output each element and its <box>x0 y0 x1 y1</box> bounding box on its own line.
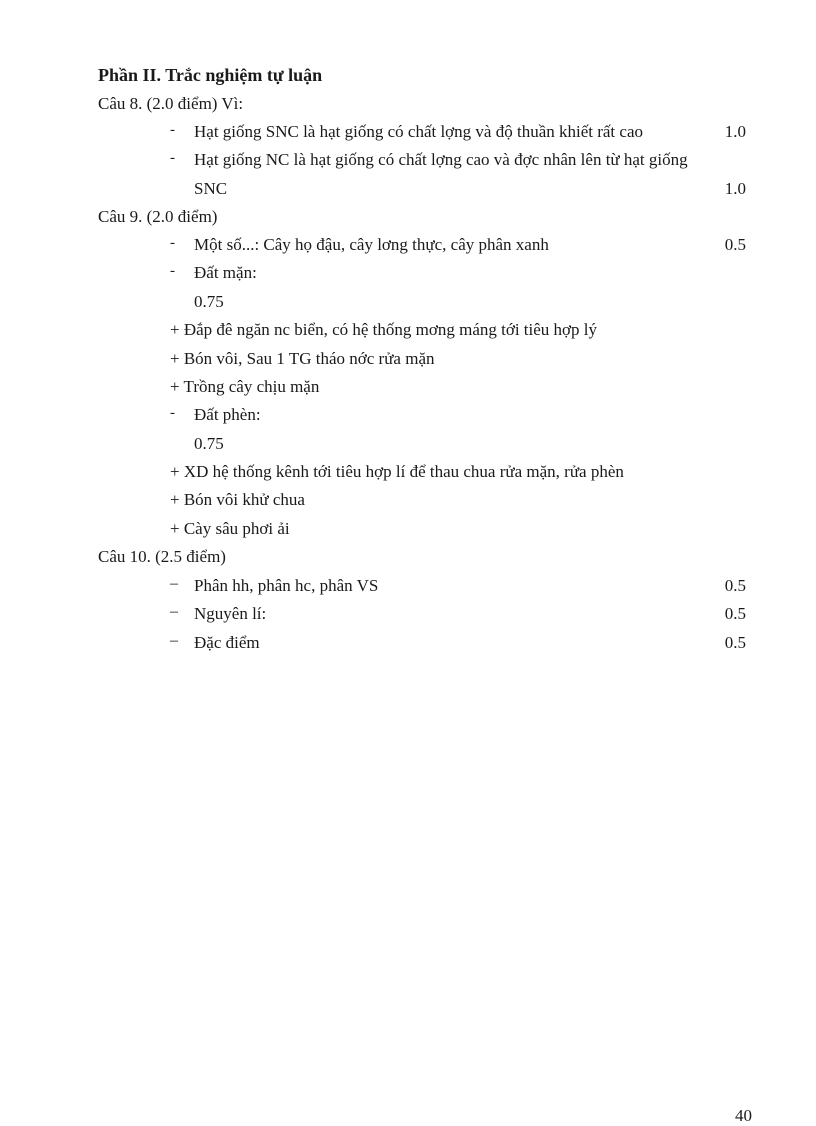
q10-heading: Câu 10. (2.5 điểm) <box>98 547 226 566</box>
q9-item2-sub2: + Bón vôi, Sau 1 TG tháo nớc rửa mặn <box>170 349 435 368</box>
q9-item1-score: 0.5 <box>724 235 746 254</box>
q9-item1-text: Một số...: Cây họ đậu, cây lơng thực, cây phân xanh <box>194 235 549 254</box>
q8-item2-text: Hạt giống NC là hạt giống có chất lợng cao và đợc nhân lên từ hạt giống <box>194 150 688 169</box>
q8-item2-marker: - <box>170 150 175 166</box>
q9-item1-marker: - <box>170 235 175 251</box>
q9-item2-sub1: + Đắp đê ngăn nc biển, có hệ thống mơng máng tới tiêu hợp lý <box>170 320 598 339</box>
section-title: Phần II. Trắc nghiệm tự luận <box>98 65 323 85</box>
q10-item1-text: Phân hh, phân hc, phân VS <box>194 576 379 595</box>
q10-item1-score: 0.5 <box>724 576 746 595</box>
page-number: 40 <box>735 1106 752 1125</box>
q9-item2-score: 0.75 <box>194 292 224 311</box>
q9-item3-text: Đất phèn: <box>194 405 261 424</box>
q8-item1-text: Hạt giống SNC là hạt giống có chất lợng và độ thuần khiết rất cao <box>194 122 643 141</box>
q10-item3-text: Đặc điểm <box>194 633 260 652</box>
q8-item1-marker: - <box>170 122 175 138</box>
q9-heading: Câu 9. (2.0 điểm) <box>98 207 218 226</box>
q9-item2-marker: - <box>170 263 175 279</box>
q8-item1-score: 1.0 <box>724 122 746 141</box>
q9-item3-sub3: + Cày sâu phơi ải <box>170 519 290 538</box>
q9-item2-sub3: + Trồng cây chịu mặn <box>170 377 320 396</box>
q8-item2-text-cont: SNC <box>194 179 228 198</box>
q8-heading: Câu 8. (2.0 điểm) Vì: <box>98 94 244 113</box>
q10-item2-score: 0.5 <box>724 604 746 623</box>
q9-item3-sub2: + Bón vôi khử chua <box>170 490 305 509</box>
q9-item3-sub1: + XD hệ thống kênh tới tiêu hợp lí để thau chua rửa mặn, rửa phèn <box>170 462 624 481</box>
q9-item3-score: 0.75 <box>194 434 224 453</box>
q8-item2-score: 1.0 <box>724 179 746 198</box>
q10-item2-text: Nguyên lí: <box>194 604 267 623</box>
q10-item2-marker: – <box>170 603 178 620</box>
q10-item3-marker: – <box>170 632 178 649</box>
q10-item3-score: 0.5 <box>724 633 746 652</box>
q10-item1-marker: – <box>170 575 178 592</box>
q9-item3-marker: - <box>170 405 175 421</box>
q9-item2-text: Đất mặn: <box>194 263 257 282</box>
